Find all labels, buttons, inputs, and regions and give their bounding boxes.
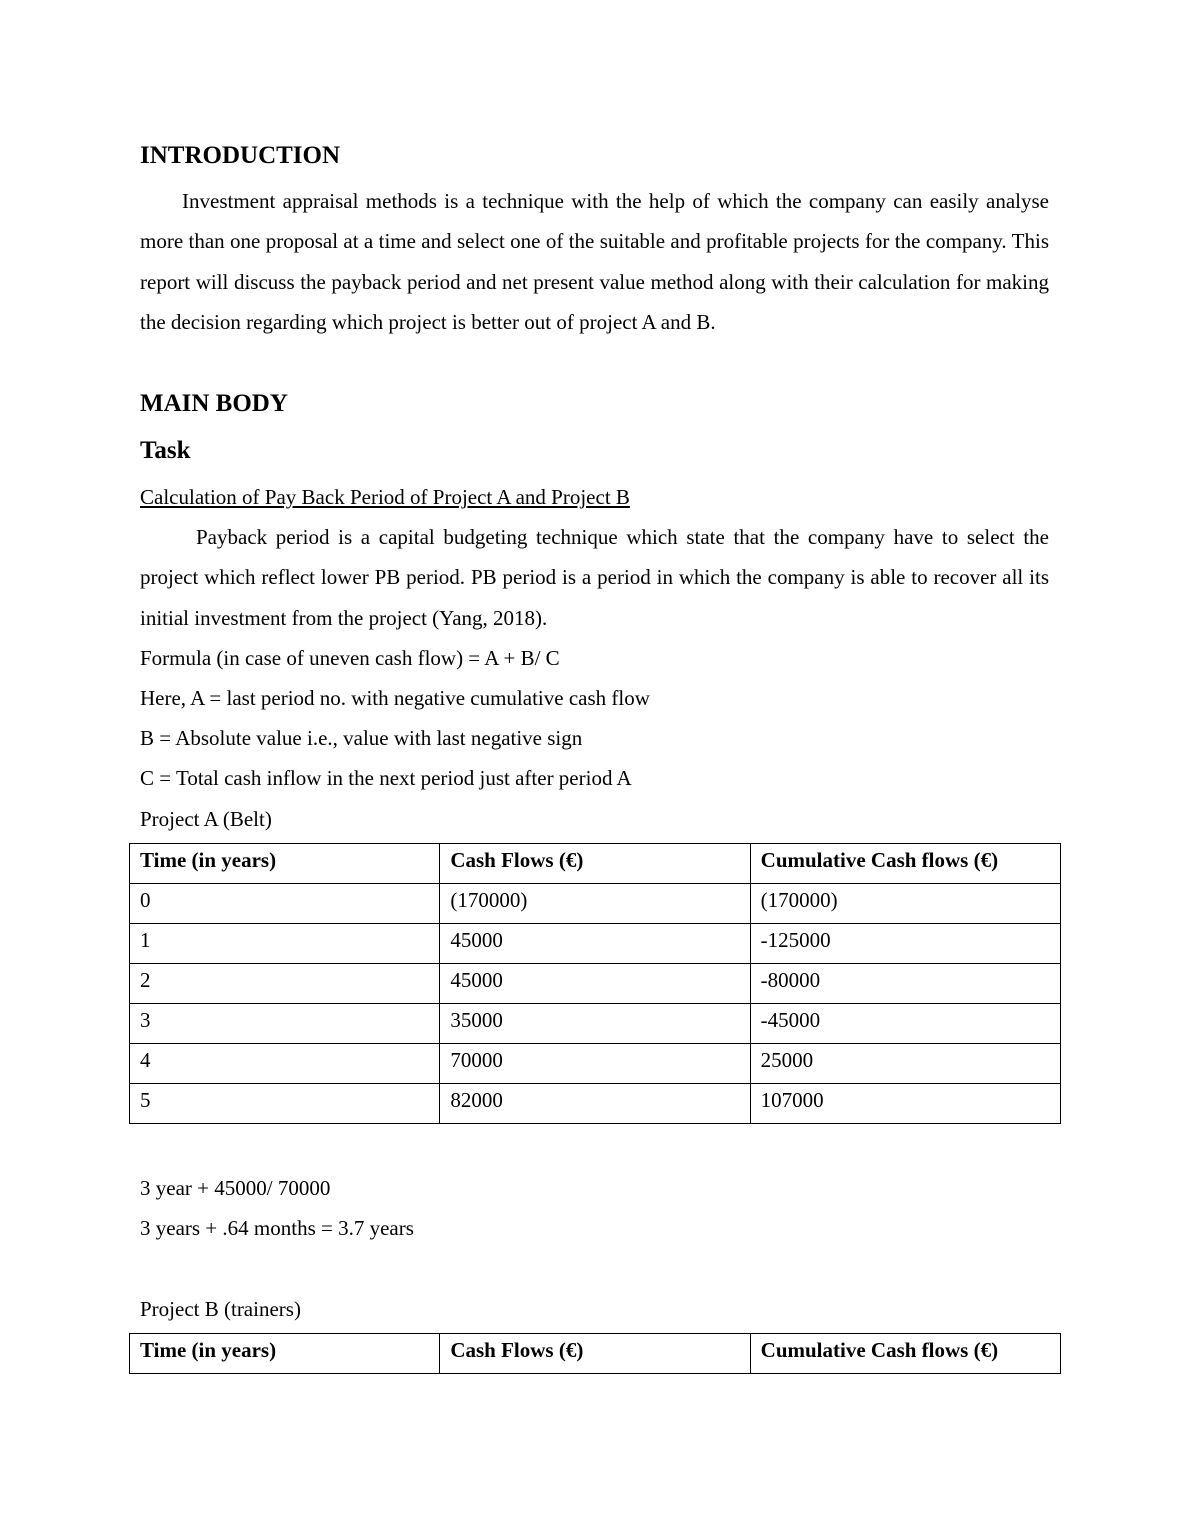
table-row [130,924,1061,964]
table-cell: 4 [130,1044,440,1084]
definition-b: B = Absolute value i.e., value with last negative sign [140,726,583,750]
table-cell: -125000 [750,924,1060,964]
table-row [130,1044,1061,1084]
table-cell: (170000) [750,884,1060,924]
table-row [130,1084,1061,1124]
payback-subheading: Calculation of Pay Back Period of Project A and Project B [140,485,630,509]
table-cell: 0 [130,884,440,924]
table-cell: 45000 [440,924,750,964]
project-b-title: Project B (trainers) [140,1297,301,1321]
table-cell: -80000 [750,964,1060,1004]
table-cell: 5 [130,1084,440,1124]
heading-main-body: MAIN BODY [140,390,288,417]
table-cell: 25000 [750,1044,1060,1084]
table-cell: 35000 [440,1004,750,1044]
intro-paragraph: Investment appraisal methods is a technique with the help of which the company can easily analyse more than one proposal at a time and select one of the suitable and profitable projects for the company. This report will discuss the payback period and net present value method along with their calculation for making the decision regarding which project is better out of project A and B. [140,189,1049,334]
project-b-table [129,1333,1061,1374]
header-cell: Time (in years) [130,1334,440,1374]
calc-line-2: 3 years + .64 months = 3.7 years [140,1216,414,1240]
heading-introduction: INTRODUCTION [140,142,341,169]
table-cell: (170000) [440,884,750,924]
heading-task: Task [140,437,191,464]
table-cell: 82000 [440,1084,750,1124]
table-cell: 45000 [440,964,750,1004]
table-cell: -45000 [750,1004,1060,1044]
header-cell: Cumulative Cash flows (€) [750,844,1060,884]
table-cell: 1 [130,924,440,964]
header-cell: Cash Flows (€) [440,1334,750,1374]
table-cell: 3 [130,1004,440,1044]
table-row [130,884,1061,924]
formula-line: Formula (in case of uneven cash flow) = A + B/ C [140,646,560,670]
header-cell: Time (in years) [130,844,440,884]
table-row [130,964,1061,1004]
definition-c: C = Total cash inflow in the next period just after period A [140,766,632,790]
table-cell: 107000 [750,1084,1060,1124]
header-cell: Cash Flows (€) [440,844,750,884]
project-a-table [129,843,1061,1124]
calc-line-1: 3 year + 45000/ 70000 [140,1176,331,1200]
table-cell: 70000 [440,1044,750,1084]
table-cell: 2 [130,964,440,1004]
header-cell: Cumulative Cash flows (€) [750,1334,1060,1374]
payback-paragraph: Payback period is a capital budgeting technique which state that the company have to select the project which reflect lower PB period. PB period is a period in which the company is able to recover all its initial investment from the project (Yang, 2018). [140,525,1049,630]
definition-a: Here, A = last period no. with negative cumulative cash flow [140,686,650,710]
table-row [130,1004,1061,1044]
table-header-row [130,1334,1061,1374]
project-a-title: Project A (Belt) [140,807,272,831]
table-header-row [130,844,1061,884]
